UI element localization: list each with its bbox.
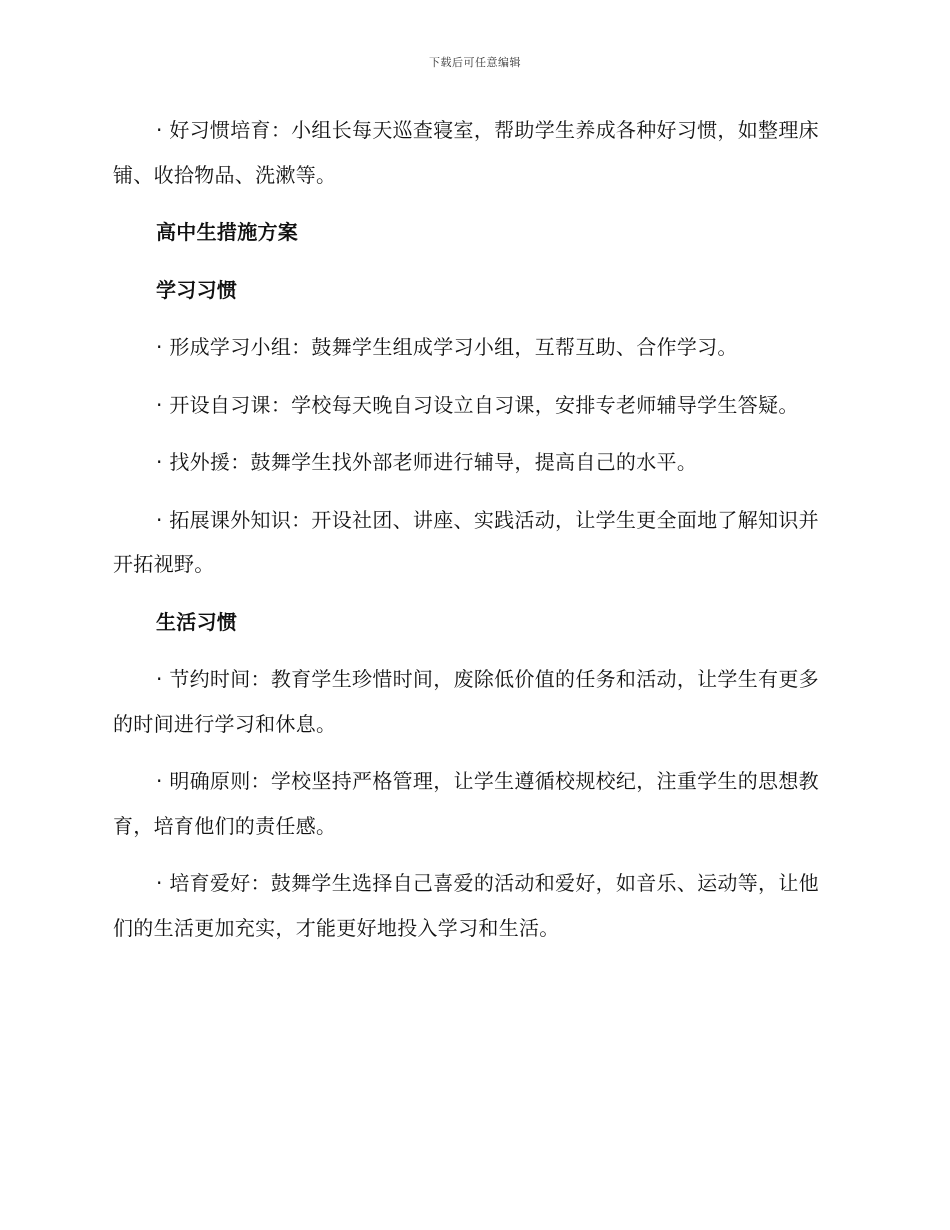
section-heading-high-school-plan: 高中生措施方案 — [156, 220, 299, 244]
paragraph-external-help: · 找外援：鼓舞学生找外部老师进行辅导，提高自己的水平。 — [156, 450, 698, 474]
paragraph-clear-principles: · 明确原则：学校坚持严格管理，让学生遵循校规校纪，注重学生的思想教育，培育他们的责任感。 — [113, 769, 819, 838]
section-heading-life-habits: 生活习惯 — [156, 609, 238, 634]
document-body — [113, 108, 823, 963]
paragraph-hobbies: · 培育爱好：鼓舞学生选择自己喜爱的活动和爱好，如音乐、运动等，让他们的生活更加充实，才能更好地投入学习和生活。 — [113, 871, 819, 940]
page-header: 下载后可任意编辑 — [429, 56, 521, 69]
paragraph-study-groups: · 形成学习小组：鼓舞学生组成学习小组，互帮互助、合作学习。 — [156, 335, 738, 359]
paragraph-save-time: · 节约时间：教育学生珍惜时间，废除低价值的任务和活动，让学生有更多的时间进行学习和休息。 — [113, 667, 819, 736]
paragraph-good-habits: · 好习惯培育：小组长每天巡查寝室，帮助学生养成各种好习惯，如整理床铺、收拾物品、洗漱等。 — [113, 118, 819, 187]
section-heading-study-habits: 学习习惯 — [156, 277, 238, 302]
paragraph-extracurricular: · 拓展课外知识：开设社团、讲座、实践活动，让学生更全面地了解知识并开拓视野。 — [113, 507, 819, 576]
paragraph-self-study: · 开设自习课：学校每天晚自习设立自习课，安排专老师辅导学生答疑。 — [156, 392, 799, 417]
